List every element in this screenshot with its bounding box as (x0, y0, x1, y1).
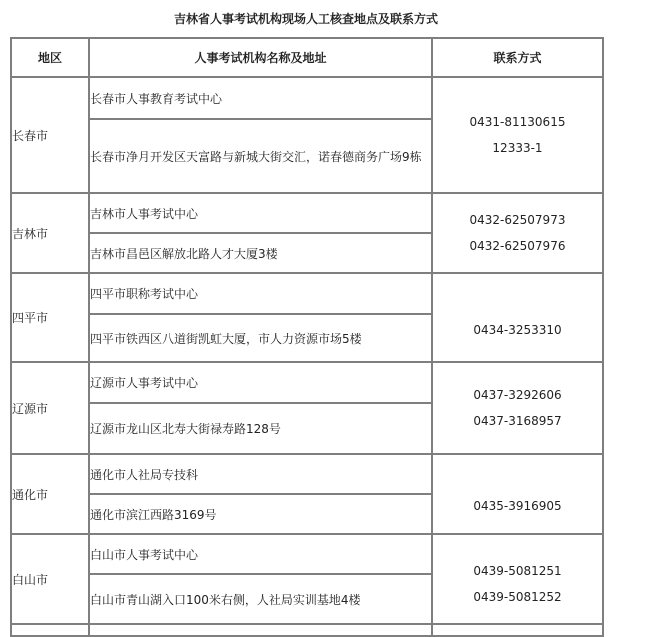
contact-cell (432, 624, 603, 636)
phone-number: 0437-3168957 (473, 414, 562, 428)
org-name-cell: 辽源市人事考试中心 (89, 362, 432, 403)
header-region: 地区 (11, 38, 89, 77)
phone-number: 0437-3292606 (473, 388, 562, 402)
region-cell: 通化市 (11, 454, 89, 534)
org-name-cell: 通化市人社局专技科 (89, 454, 432, 494)
contact-cell (432, 534, 603, 624)
address-cell: 通化市滨江西路3169号 (89, 494, 432, 534)
contact-cell (432, 77, 603, 193)
table-row (11, 454, 603, 494)
phone-number: 0439-5081252 (473, 590, 562, 604)
address-cell: 白山市青山湖入口100米右侧，人社局实训基地4楼 (89, 574, 432, 624)
region-cell: 白山市 (11, 534, 89, 624)
phone-number: 0439-5081251 (473, 564, 562, 578)
phone-number: 0432-62507973 (469, 213, 566, 227)
phone-number: 0432-62507976 (469, 239, 566, 253)
table-row (11, 273, 603, 314)
org-name-cell (89, 624, 432, 636)
address-cell: 长春市净月开发区天富路与新城大街交汇，诺春德商务广场9栋 (89, 119, 432, 193)
page-title: 吉林省人事考试机构现场人工核查地点及联系方式 (173, 12, 438, 26)
header-org: 人事考试机构名称及地址 (89, 38, 432, 77)
org-name-cell: 长春市人事教育考试中心 (89, 77, 432, 119)
org-name-cell: 四平市职称考试中心 (89, 273, 432, 314)
region-cell: 长春市 (11, 77, 89, 193)
table-row (11, 534, 603, 574)
table-row (11, 193, 603, 233)
org-name-cell: 吉林市人事考试中心 (89, 193, 432, 233)
phone-number: 12333-1 (492, 141, 543, 155)
contact-cell (432, 454, 603, 534)
contact-cell (432, 193, 603, 273)
phone-number: 0435-3916905 (473, 499, 562, 513)
region-cell: 吉林市 (11, 193, 89, 273)
address-cell: 辽源市龙山区北寿大街禄寿路128号 (89, 403, 432, 454)
contact-cell (432, 362, 603, 454)
table-row (11, 362, 603, 403)
contact-table (10, 37, 604, 637)
address-cell: 四平市铁西区八道街凯虹大厦，市人力资源市场5楼 (89, 314, 432, 362)
address-cell: 吉林市昌邑区解放北路人才大厦3楼 (89, 233, 432, 273)
phone-number: 0431-81130615 (469, 115, 566, 129)
table-row (11, 77, 603, 119)
region-cell: 辽源市 (11, 362, 89, 454)
table-header-row (11, 38, 603, 77)
header-contact: 联系方式 (432, 38, 603, 77)
org-name-cell: 白山市人事考试中心 (89, 534, 432, 574)
contact-cell (432, 273, 603, 362)
region-cell (11, 624, 89, 636)
table-row (11, 624, 603, 636)
phone-number: 0434-3253310 (473, 322, 562, 337)
region-cell: 四平市 (11, 273, 89, 362)
